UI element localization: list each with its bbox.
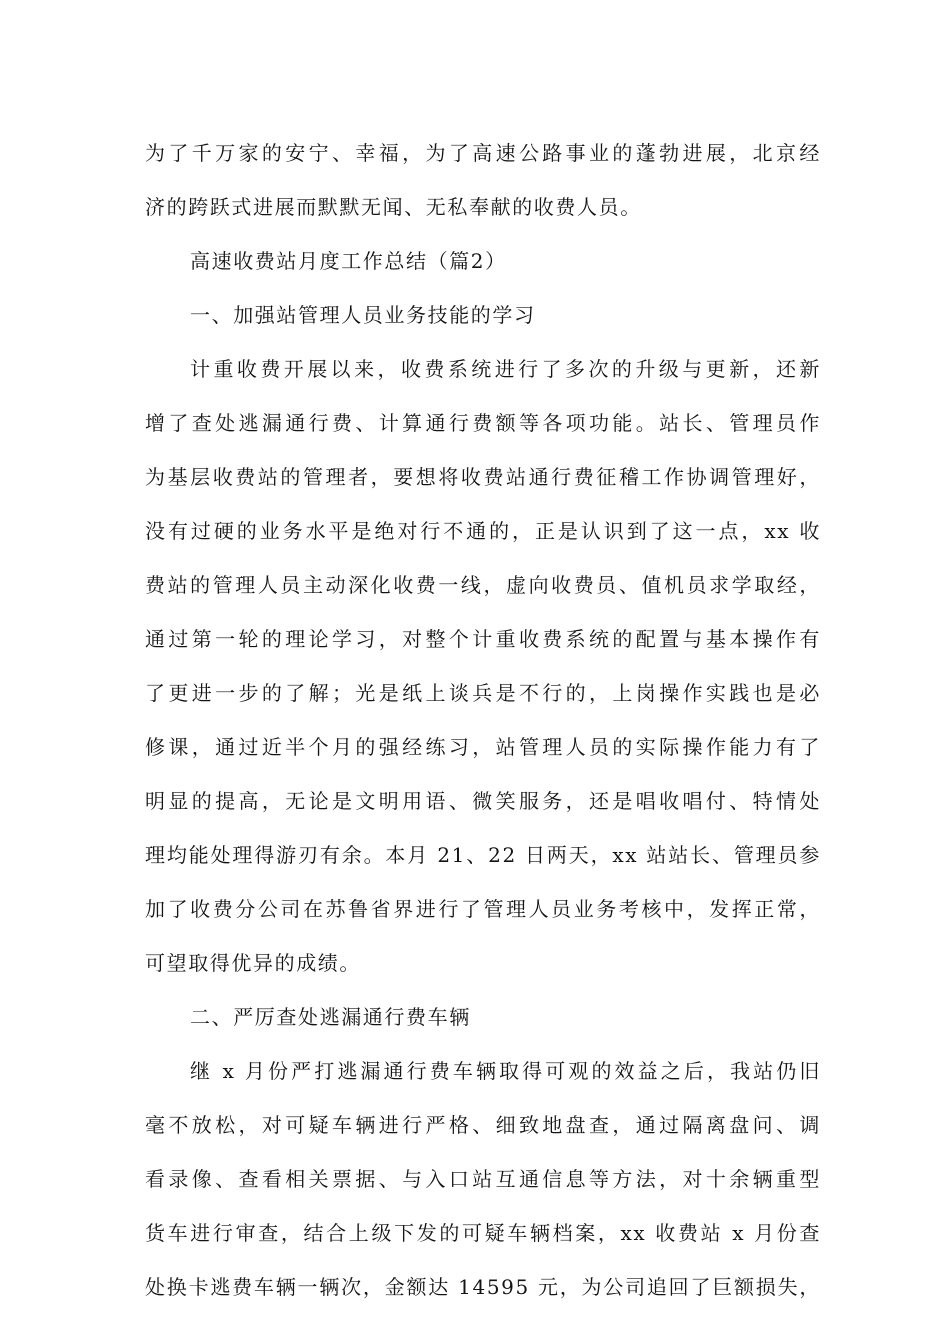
text-line: 明显的提高，无论是文明用语、微笑服务，还是唱收唱付、特情处: [145, 789, 821, 813]
text-line: 理均能处理得游刃有余。本月 21、22 日两天，xx 站站长、管理员参: [145, 843, 821, 867]
text-line: 毫不放松，对可疑车辆进行严格、细致地盘查，通过隔离盘问、调: [145, 1113, 821, 1137]
text-line: 通过第一轮的理论学习，对整个计重收费系统的配置与基本操作有: [145, 627, 821, 651]
text-line: 为了千万家的安宁、幸福，为了高速公路事业的蓬勃进展，北京经: [145, 141, 821, 165]
text-line: 高速收费站月度工作总结（篇2）: [190, 249, 507, 273]
text-line: 费站的管理人员主动深化收费一线，虚向收费员、值机员求学取经，: [145, 573, 821, 597]
text-line: 为基层收费站的管理者，要想将收费站通行费征稽工作协调管理好，: [145, 465, 821, 489]
text-line: 继 x 月份严打逃漏通行费车辆取得可观的效益之后，我站仍旧: [190, 1059, 821, 1083]
text-line: 可望取得优异的成绩。: [145, 951, 361, 975]
text-line: 计重收费开展以来，收费系统进行了多次的升级与更新，还新: [190, 357, 821, 381]
text-line: 济的跨跃式进展而默默无闻、无私奉献的收费人员。: [145, 195, 642, 219]
text-line: 二、严厉查处逃漏通行费车辆: [190, 1005, 471, 1029]
text-line: 加了收费分公司在苏鲁省界进行了管理人员业务考核中，发挥正常，: [145, 897, 821, 921]
text-line: 增了查处逃漏通行费、计算通行费额等各项功能。站长、管理员作: [145, 411, 821, 435]
document-body: [145, 126, 821, 1314]
text-line: 了更进一步的了解；光是纸上谈兵是不行的，上岗操作实践也是必: [145, 681, 821, 705]
text-line: 没有过硬的业务水平是绝对行不通的，正是认识到了这一点，xx 收: [145, 519, 821, 543]
text-line: 货车进行审查，结合上级下发的可疑车辆档案，xx 收费站 x 月份查: [145, 1221, 821, 1245]
text-line: 看录像、查看相关票据、与入口站互通信息等方法，对十余辆重型: [145, 1167, 821, 1191]
text-line: 修课，通过近半个月的强经练习，站管理人员的实际操作能力有了: [145, 735, 821, 759]
text-line: 一、加强站管理人员业务技能的学习: [190, 303, 536, 327]
text-line: 处换卡逃费车辆一辆次，金额达 14595 元，为公司追回了巨额损失，: [145, 1275, 821, 1299]
